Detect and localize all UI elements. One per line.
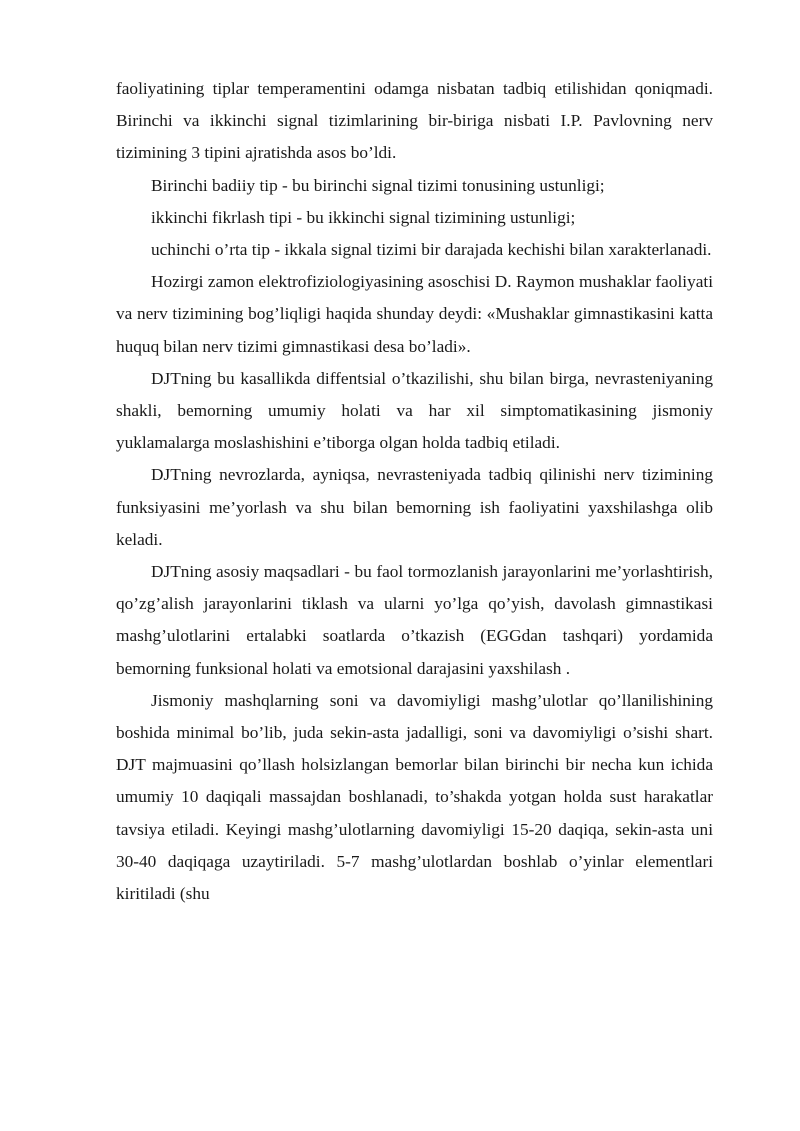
paragraph-exercise-duration: Jismoniy mashqlarning soni va davomiyligi mashg’ulotlar qo’llanilishining boshida minimal bo’lib, juda sekin-asta jadalligi, soni va davomiyligi o’sishi shart. DJT majmuasini qo’llash holsizlangan bemorlar bilan birinchi bir necha kun ichida umumiy 10 daqiqali massajdan boshlanadi, to’shakda yotgan holda sust harakatlar tavsiya etiladi. Keyingi mashg’ulotlarning davomiyligi 15-20 daqiqa, sekin-asta uni 30-40 daqiqaga uzaytiriladi. 5-7 mashg’ulotlardan boshlab o’yinlar elementlari kiritiladi (shu bbox=[116, 690, 713, 904]
paragraph-third-type: uchinchi o’rta tip - ikkala signal tizimi bir darajada kechishi bilan xarakterlanadi. bbox=[151, 240, 712, 260]
paragraph-djt-goals: DJTning asosiy maqsadlari - bu faol tormozlanish jarayonlarini me’yorlashtirish, qo’zg’alish jarayonlarini tiklash va ularni yo’lga qo’yish, davolash gimnastikasi mashg’ulotlarini ertalabki soatlarda o’tkazish (EGGdan tashqari) yordamida bemorning funksional holati va emotsional darajasini yaxshilash . bbox=[116, 562, 713, 678]
paragraph-djt-differential: DJTning bu kasallikda diffentsial o’tkazilishi, shu bilan birga, nevrasteniyaning shakli, bemorning umumiy holati va har xil simptomatikasining jismoniy yuklamalarga moslashishini e’tiborga olgan holda tadbiq etiladi. bbox=[116, 368, 713, 453]
paragraph-first-type: Birinchi badiiy tip - bu birinchi signal tizimi tonusining ustunligi; bbox=[151, 175, 605, 195]
paragraph-continuation: faoliyatining tiplar temperamentini odamga nisbatan tadbiq etilishidan qoniqmadi. Birinchi va ikkinchi signal tizimlarining bir-biriga nisbati I.P. Pavlovning nerv tizimining 3 tipini ajratishda asos bo’ldi. bbox=[116, 79, 713, 163]
paragraph-raymon-quote: Hozirgi zamon elektrofiziologiyasining asoschisi D. Raymon mushaklar faoliyati va nerv tizimining bog’liqligi haqida shunday deydi: «Mushaklar gimnastikasini katta huquq bilan nerv tizimi gimnastikasi desa bo’ladi». bbox=[116, 272, 713, 356]
document-page bbox=[116, 73, 713, 910]
paragraph-second-type: ikkinchi fikrlash tipi - bu ikkinchi signal tizimining ustunligi; bbox=[151, 207, 576, 227]
paragraph-djt-neuroses: DJTning nevrozlarda, ayniqsa, nevrasteniyada tadbiq qilinishi nerv tizimining funksiyasini me’yorlash va shu bilan bemorning ish faoliyatini yaxshilashga olib keladi. bbox=[116, 465, 713, 549]
